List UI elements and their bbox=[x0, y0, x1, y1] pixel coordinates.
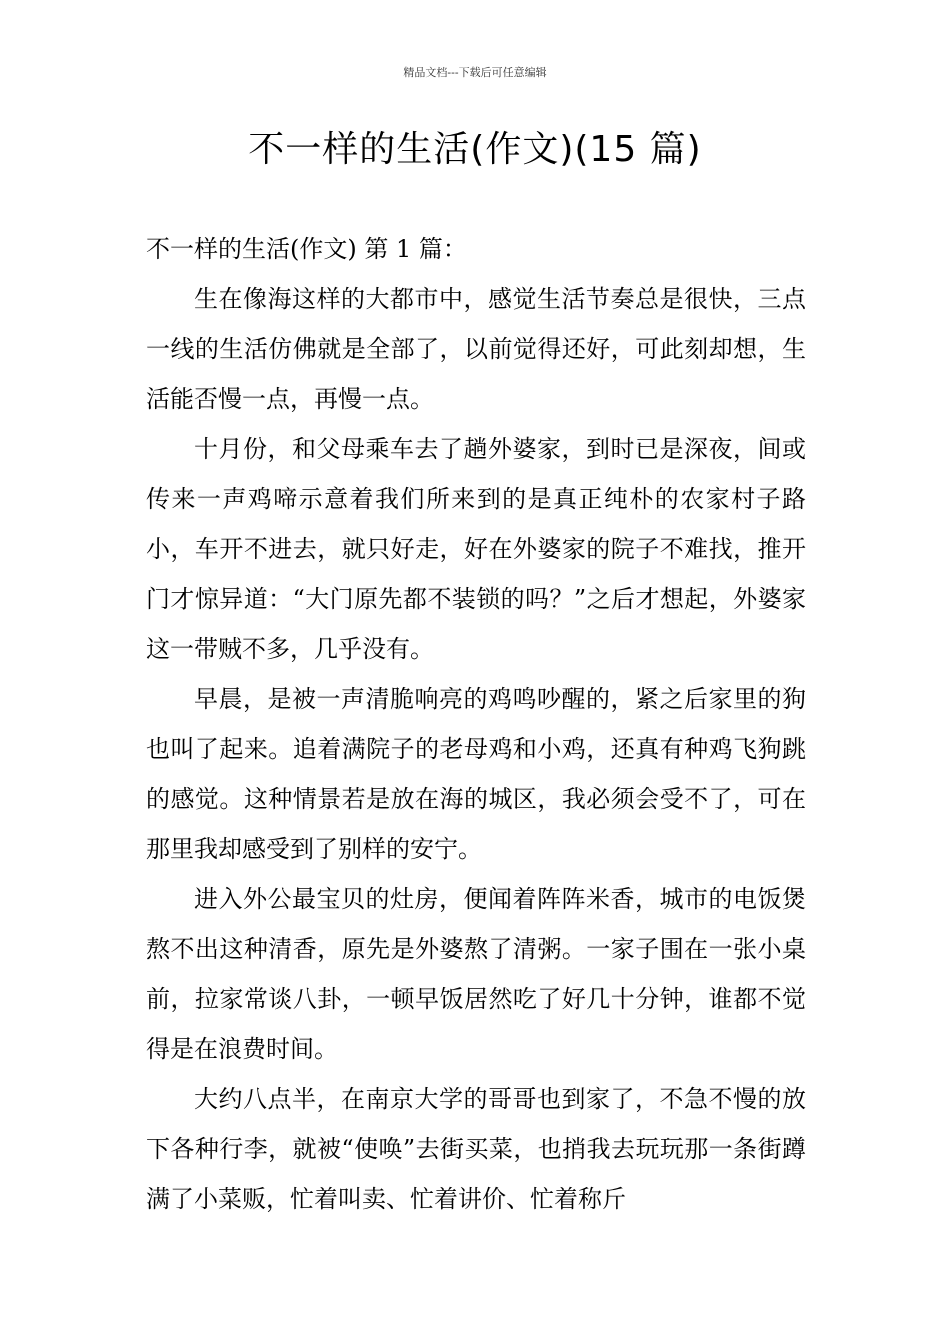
document-title: 不一样的生活(作文)(15 篇) bbox=[248, 129, 702, 170]
paragraph-2: 十月份，和父母乘车去了趟外婆家，到时已是深夜，间或传来一声鸡啼示意着我们所来到的是真正纯朴的农家村子路小，车开不进去，就只好走，好在外婆家的院子不难找，推开门才惊异道：“大门原先都不装锁的吗？”之后才想起，外婆家这一带贼不多，几乎没有。 bbox=[146, 435, 806, 663]
paragraph-5: 大约八点半，在南京大学的哥哥也到家了，不急不慢的放下各种行李，就被“使唤”去街买菜，也捎我去玩玩那一条街蹲满了小菜贩，忙着叫卖、忙着讲价、忙着称斤 bbox=[146, 1085, 806, 1213]
header-note: 精品文档---下载后可任意编辑 bbox=[403, 66, 547, 79]
section-heading: 不一样的生活(作文) 第 1 篇： bbox=[146, 235, 467, 263]
paragraph-3: 早晨，是被一声清脆响亮的鸡鸣吵醒的，紧之后家里的狗也叫了起来。追着满院子的老母鸡和小鸡，还真有种鸡飞狗跳的感觉。这种情景若是放在海的城区，我必须会受不了，可在那里我却感受到了别样的安宁。 bbox=[146, 685, 806, 863]
paragraph-4: 进入外公最宝贝的灶房，便闻着阵阵米香，城市的电饭煲熬不出这种清香，原先是外婆熬了清粥。一家子围在一张小桌前，拉家常谈八卦，一顿早饭居然吃了好几十分钟，谁都不觉得是在浪费时间。 bbox=[146, 885, 806, 1063]
paragraph-1: 生在像海这样的大都市中，感觉生活节奏总是很快，三点一线的生活仿佛就是全部了，以前觉得还好，可此刻却想，生活能否慢一点，再慢一点。 bbox=[146, 285, 806, 413]
document-body bbox=[146, 224, 806, 1224]
